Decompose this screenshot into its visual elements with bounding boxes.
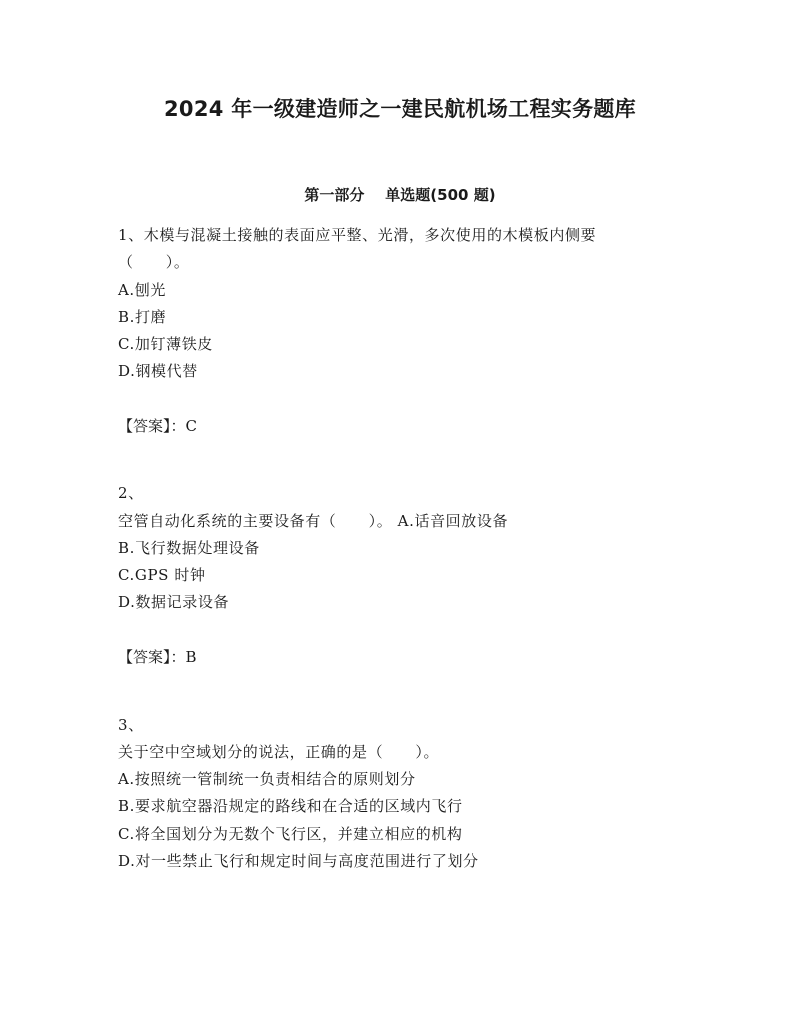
question-1-answer-value: C [185,417,198,435]
question-1-option-c: C.加钉薄铁皮 [118,335,213,353]
question-2-number: 2、 [118,484,144,502]
question-3-option-d: D.对一些禁止飞行和规定时间与高度范围进行了划分 [118,852,479,870]
question-2-answer [118,646,197,668]
question-1-option-b: B.打磨 [118,308,167,326]
question-1-stem-line-2: （ ）。 [118,253,190,271]
question-2-stem-line-1: 空管自动化系统的主要设备有（ ）。 A.话音回放设备 [118,512,509,530]
question-3-option-c: C.将全国划分为无数个飞行区，并建立相应的机构 [118,825,463,843]
question-3-number: 3、 [118,716,144,734]
question-1-answer-label: 【答案】： [118,417,186,435]
section-heading: 第一部分 单选题(500 题) [304,186,496,204]
question-2-answer-value: B [185,648,198,666]
question-3-option-b: B.要求航空器沿规定的路线和在合适的区域内飞行 [118,797,463,815]
question-1-stem-line-1: 1、木模与混凝土接触的表面应平整、光滑，多次使用的木模板内侧要 [118,226,597,244]
document-title: 2024 年一级建造师之一建民航机场工程实务题库 [164,97,636,121]
question-1-option-d: D.钢模代替 [118,362,198,380]
question-3-stem-line-1: 关于空中空域划分的说法，正确的是（ ）。 [118,743,440,761]
question-1-answer [118,415,198,437]
question-2-option-d: D.数据记录设备 [118,593,230,611]
question-2-option-c: C.GPS 时钟 [118,566,206,584]
question-2-option-b: B.飞行数据处理设备 [118,539,260,557]
question-3-option-a: A.按照统一管制统一负责相结合的原则划分 [118,770,416,788]
question-1-option-a: A.刨光 [118,281,167,299]
question-2-answer-label: 【答案】： [118,648,186,666]
